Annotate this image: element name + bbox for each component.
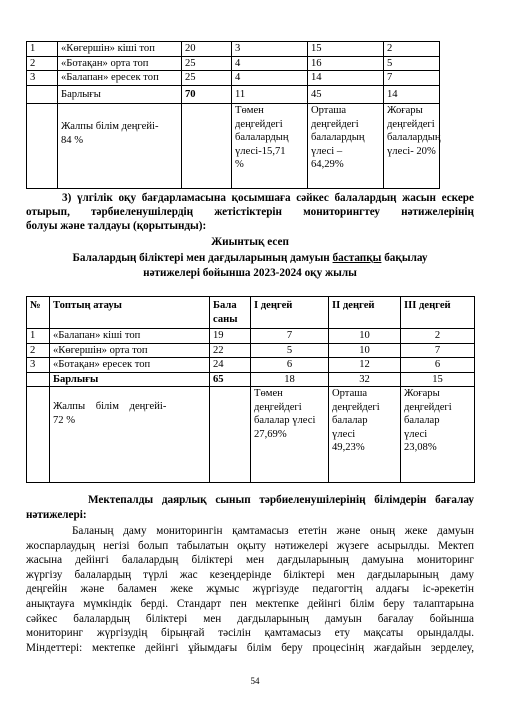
- report-title: Жиынтық есеп: [211, 236, 289, 248]
- total-level-3: 14: [384, 85, 440, 104]
- row-number: 2: [27, 56, 58, 71]
- table-row: [27, 343, 475, 358]
- table-row: [27, 42, 440, 57]
- high-level-share: Жоғары деңгейдегі балалар үлесі 23,08%: [401, 387, 475, 483]
- col-header-level-2: II деңгей: [329, 297, 401, 329]
- total-label: Барлығы: [58, 85, 182, 104]
- row-number: 1: [27, 42, 58, 57]
- table-row: [27, 329, 475, 344]
- total-label: Барлығы: [50, 372, 210, 387]
- total-count: 65: [210, 372, 251, 387]
- level-1-value: 7: [251, 329, 329, 344]
- header-row: [27, 297, 475, 329]
- paragraph-line: жүргізу балалардың түрлі жас кезеңдерінде біліктері мен дағдыларының даму: [26, 568, 474, 581]
- level-1-value: 4: [232, 56, 308, 71]
- group-name: «Көгершін» кіші топ: [58, 42, 182, 57]
- total-level-3: 15: [401, 372, 475, 387]
- child-count: 22: [210, 343, 251, 358]
- level-1-value: 4: [232, 71, 308, 86]
- total-row: [27, 372, 475, 387]
- paragraph-line: деңгейін және баламен жеке жұмыс жүргізуде педагогтің алдағы іс-әрекетін: [26, 583, 474, 596]
- summary-row: [27, 104, 440, 189]
- level-2-value: 16: [308, 56, 384, 71]
- child-count: 25: [182, 71, 232, 86]
- level-3-value: 7: [401, 343, 475, 358]
- col-header-number: №: [27, 297, 50, 329]
- col-header-count: Бала саны: [210, 297, 251, 329]
- overall-level: Жалпы білім деңгейі- 84 %: [58, 104, 182, 189]
- level-2-value: 12: [329, 358, 401, 373]
- total-level-2: 32: [329, 372, 401, 387]
- section-3-heading-line1: 3) үлгілік оқу бағдарламасына қосымшаға сәйкес балалардың жасын ескере: [62, 192, 474, 204]
- paragraph-line: Баланың даму мониторингін қамтамасыз ететін және оның жеке дамуын: [72, 525, 474, 537]
- paragraph-line: анықтауға мүмкіндік берді. Стандарт пен мектепке дейінгі білім беру талаптарына: [26, 597, 474, 610]
- child-count: 20: [182, 42, 232, 57]
- level-2-value: 14: [308, 71, 384, 86]
- group-name: «Ботақан» орта топ: [58, 56, 182, 71]
- col-header-level-3: III деңгей: [401, 297, 475, 329]
- report-subtitle-year: нәтижелері бойынша 2023-2024 оқу жылы: [143, 267, 357, 279]
- col-header-group: Топтың атауы: [50, 297, 210, 329]
- level-1-value: 6: [251, 358, 329, 373]
- level-2-value: 15: [308, 42, 384, 57]
- level-2-value: 10: [329, 329, 401, 344]
- level-3-value: 5: [384, 56, 440, 71]
- report-subtitle: Балалардың біліктері мен дағдыларының дамуын бастапқы бақылау: [72, 252, 428, 264]
- results-table-1: [26, 41, 440, 189]
- group-name: «Балапан» кіші топ: [50, 329, 210, 344]
- total-level-1: 18: [251, 372, 329, 387]
- level-3-value: 2: [401, 329, 475, 344]
- level-3-value: 2: [384, 42, 440, 57]
- results-table-2: [26, 296, 475, 483]
- section-3-heading-line2: отырып, тәрбиеленушілердің жетістіктерін мониторингтеу нәтижелерінің: [26, 206, 474, 218]
- level-1-value: 3: [232, 42, 308, 57]
- paragraph-line: жасына дейінгі балалардың біліктері мен дағдыларының дамуына мониторинг: [26, 554, 474, 567]
- paragraph-line: сәйкес балалардың біліктері мен дағдыларының дамуын бағалау бойынша: [26, 612, 474, 625]
- preschool-results-heading-line2: нәтижелері:: [26, 509, 87, 521]
- page-number: 54: [250, 676, 260, 686]
- mid-level-share: Орташа деңгейдегі балалардың үлесі – 64,29%: [308, 104, 384, 189]
- level-2-value: 10: [329, 343, 401, 358]
- table-row: [27, 358, 475, 373]
- low-level-share: Төмен деңгейдегі балалар үлесі 27,69%: [251, 387, 329, 483]
- level-3-value: 7: [384, 71, 440, 86]
- paragraph-line: Міндеттері: мектепке дейінгі ұйымдағы білім беру процесінің жағдайын зерделеу,: [26, 641, 474, 654]
- total-count: 70: [182, 85, 232, 104]
- row-number: 1: [27, 329, 50, 344]
- total-row: [27, 85, 440, 104]
- group-name: «Ботақан» ересек топ: [50, 358, 210, 373]
- row-number: 3: [27, 71, 58, 86]
- preschool-results-heading-line1: Мектепалды даярлық сынып тәрбиеленушілерінің білімдерін бағалау: [88, 494, 474, 506]
- level-1-value: 5: [251, 343, 329, 358]
- summary-row: [27, 387, 475, 483]
- child-count: 19: [210, 329, 251, 344]
- table-row: [27, 56, 440, 71]
- paragraph-line: жоспарлаудың негізі болып табылатын оқыту нәтижелері жүзеге асырылды. Мектеп: [26, 539, 474, 552]
- section-3-heading-line3: болуы және талдауы (қорытынды):: [26, 220, 207, 232]
- table-row: [27, 71, 440, 86]
- low-level-share: Төмен деңгейдегі балалардың үлесі-15,71 %: [232, 104, 308, 189]
- child-count: 24: [210, 358, 251, 373]
- total-level-1: 11: [232, 85, 308, 104]
- high-level-share: Жоғары деңгейдегі балалардың үлесі- 20%: [384, 104, 440, 189]
- group-name: «Балапан» ересек топ: [58, 71, 182, 86]
- mid-level-share: Орташа деңгейдегі балалар үлесі 49,23%: [329, 387, 401, 483]
- body-paragraph: [26, 524, 474, 655]
- row-number: 2: [27, 343, 50, 358]
- level-3-value: 6: [401, 358, 475, 373]
- child-count: 25: [182, 56, 232, 71]
- group-name: «Көгершін» орта топ: [50, 343, 210, 358]
- col-header-level-1: I деңгей: [251, 297, 329, 329]
- paragraph-line: мониторинг жүргізудің бірыңғай тәсілін қамтамасыз ету мақсаты орындалды.: [26, 627, 474, 640]
- overall-level: Жалпы білім деңгейі- 72 %: [50, 387, 210, 483]
- row-number: 3: [27, 358, 50, 373]
- total-level-2: 45: [308, 85, 384, 104]
